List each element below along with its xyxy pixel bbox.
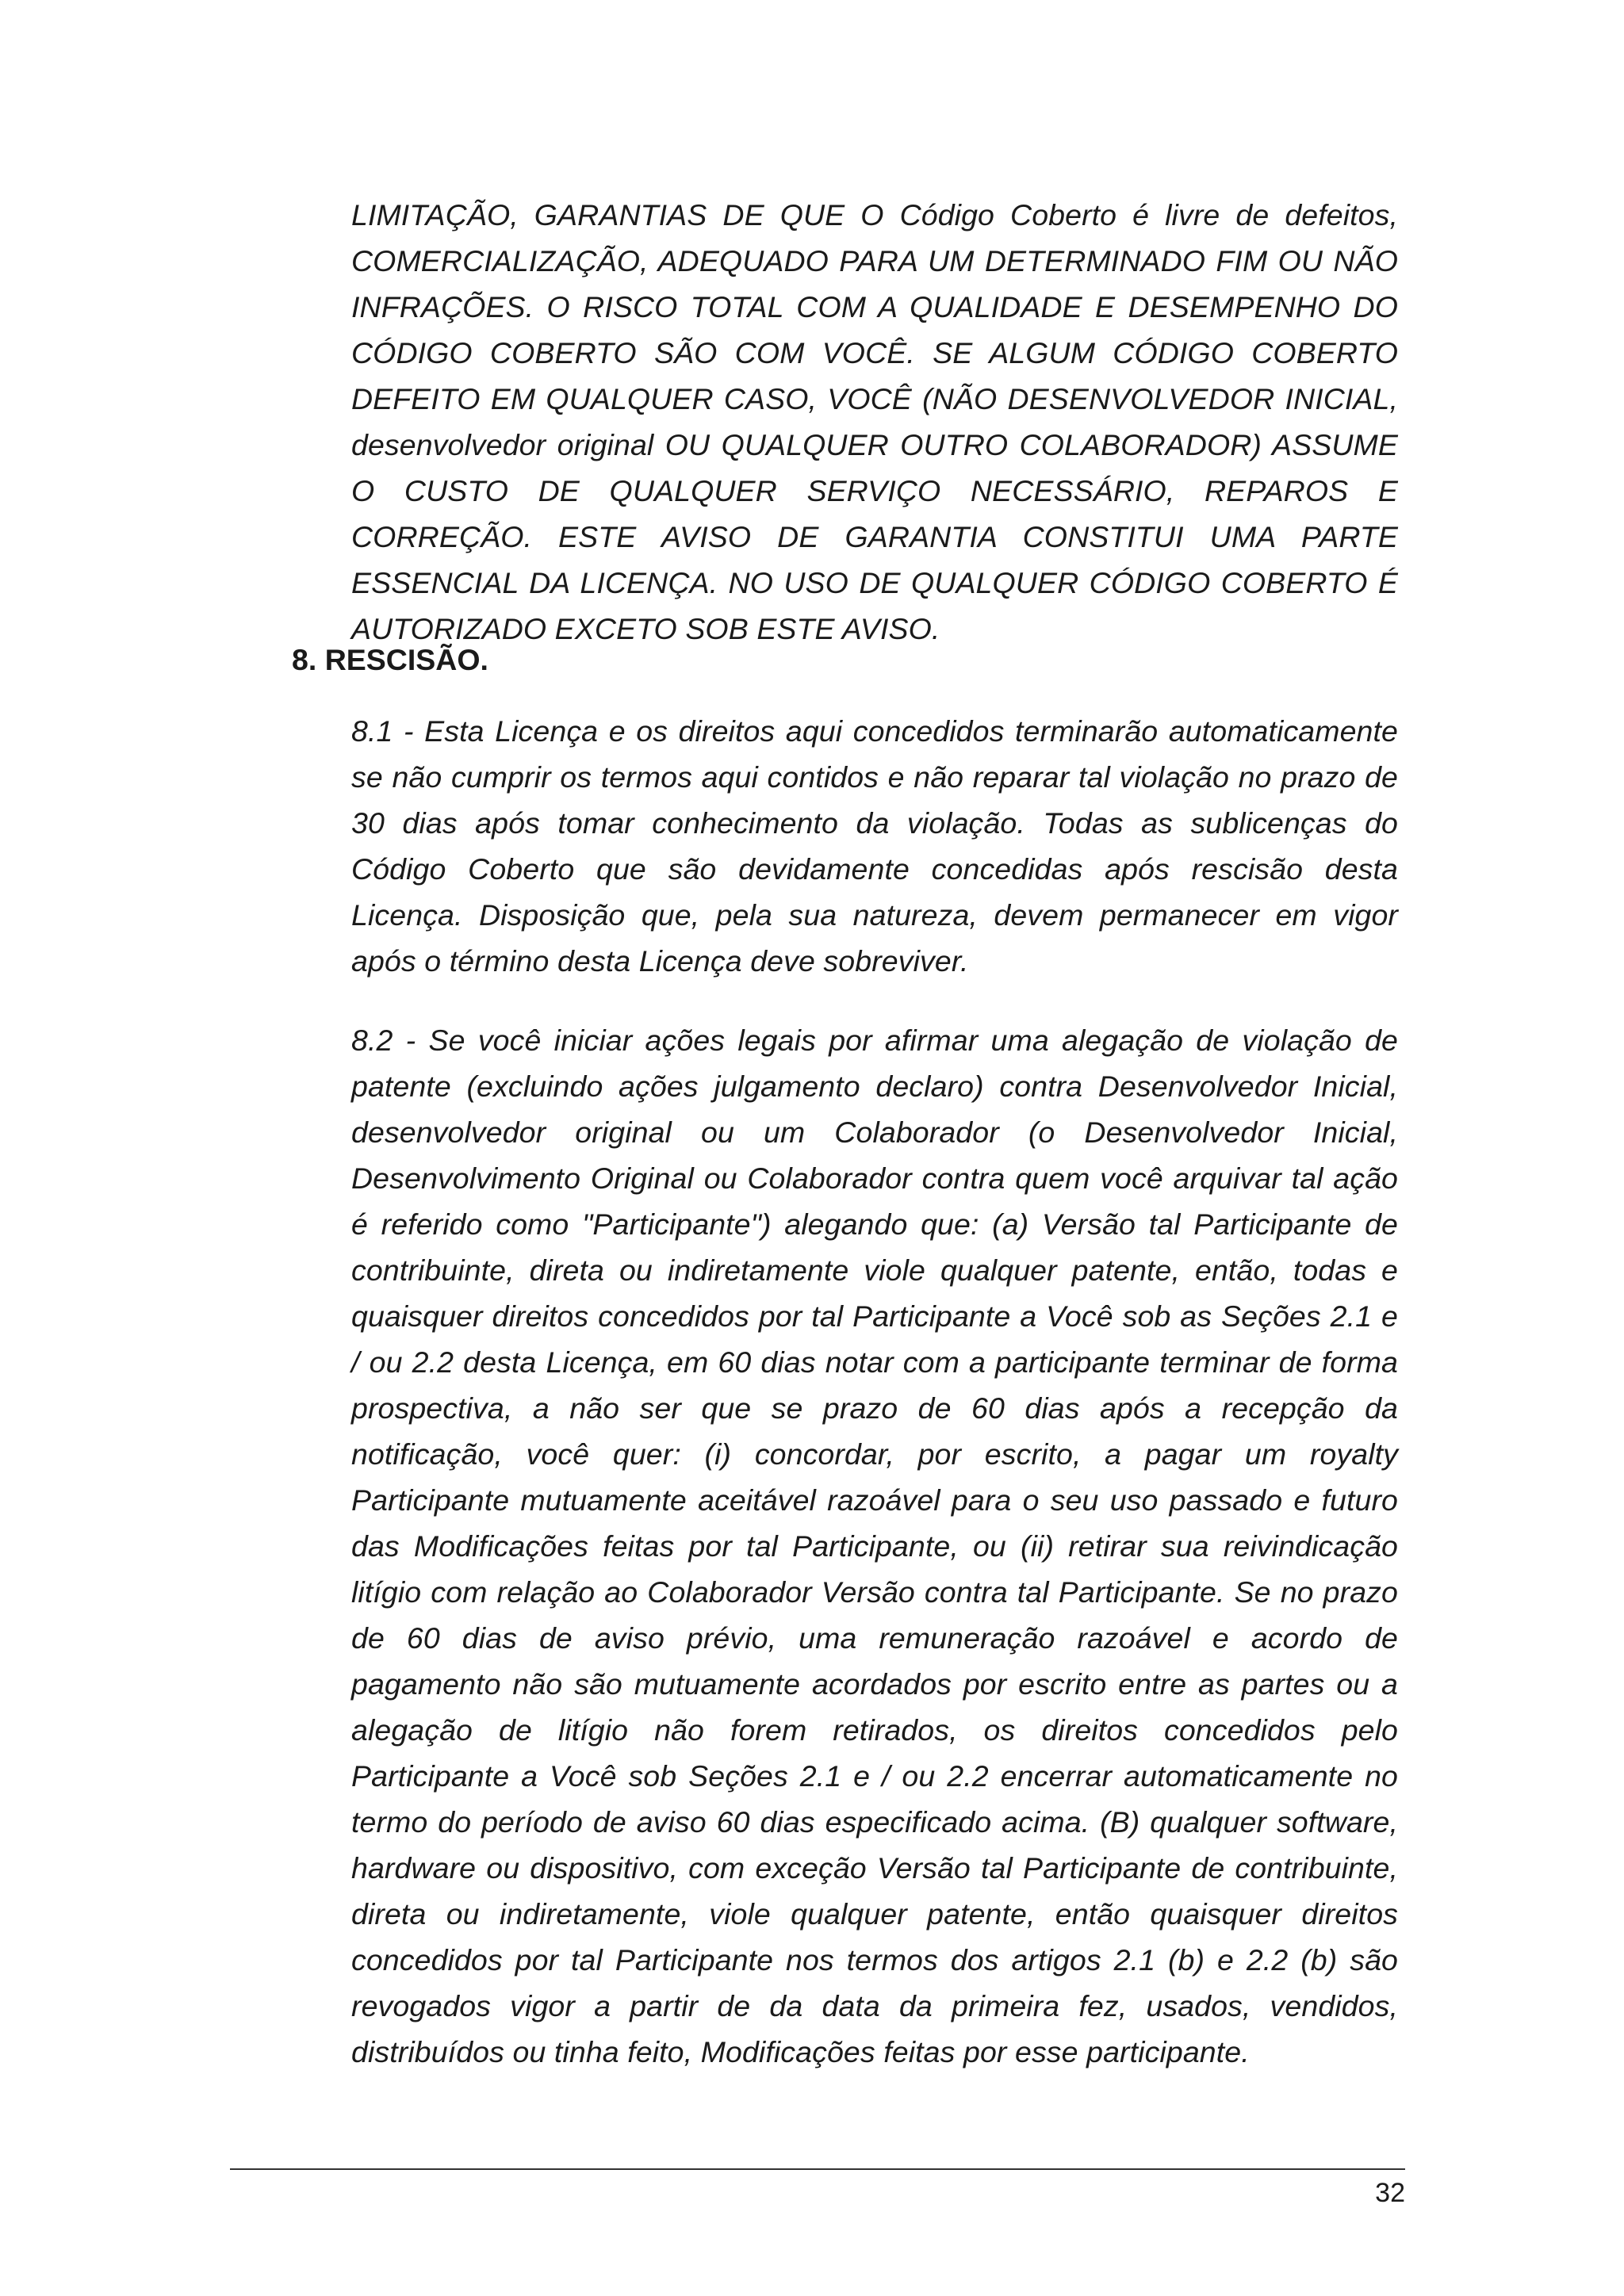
warranty-paragraph: LIMITAÇÃO, GARANTIAS DE QUE O Código Coberto é livre de defeitos, COMERCIALIZAÇÃO, ADEQUADO PARA UM DETERMINADO FIM OU NÃO INFRAÇÕES. O RISCO TOTAL COM A QUALIDADE E DESEMPENHO DO CÓDIGO COBERTO SÃO COM VOCÊ. SE ALGUM CÓDIGO COBERTO DEFEITO EM QUALQUER CASO, VOCÊ (NÃO DESENVOLVEDOR INICIAL, desenvolvedor original OU QUALQUER OUTRO COLABORADOR) ASSUME O CUSTO DE QUALQUER SERVIÇO NECESSÁRIO, REPAROS E CORREÇÃO. ESTE AVISO DE GARANTIA CONSTITUI UMA PARTE ESSENCIAL DA LICENÇA. NO USO DE QUALQUER CÓDIGO COBERTO É AUTORIZADO EXCETO SOB ESTE AVISO. xyxy=(351,198,1398,645)
section-heading-rescisao: 8. RESCISÃO. xyxy=(292,643,488,676)
footer-divider xyxy=(230,2168,1405,2170)
clause-8-2-paragraph: 8.2 - Se você iniciar ações legais por afirmar uma alegação de violação de patente (excluindo ações julgamento declaro) contra Desenvolvedor Inicial, desenvolvedor original ou um Colaborador (o Desenvolvedor Inicial, Desenvolvimento Original ou Colaborador contra quem você arquivar tal ação é referido como "Participante") alegando que: (a) Versão tal Participante de contribuinte, direta ou indiretamente viole qualquer patente, então, todas e quaisquer direitos concedidos por tal Participante a Você sob as Seções 2.1 e / ou 2.2 desta Licença, em 60 dias notar com a participante terminar de forma prospectiva, a não ser que se prazo de 60 dias após a recepção da notificação, você quer: (i) concordar, por escrito, a pagar um royalty Participante mutuamente aceitável razoável para o seu uso passado e futuro das Modificações feitas por tal Participante, ou (ii) retirar sua reivindicação litígio com relação ao Colaborador Versão contra tal Participante. Se no prazo de 60 dias de aviso prévio, uma remuneração razoável e acordo de pagamento não são mutuamente acordados por escrito entre as partes ou a alegação de litígio não forem retirados, os direitos concedidos pelo Participante a Você sob Seções 2.1 e / ou 2.2 encerrar automaticamente no termo do período de aviso 60 dias especificado acima. (B) qualquer software, hardware ou dispositivo, com exceção Versão tal Participante de contribuinte, direta ou indiretamente, viole qualquer patente, então quaisquer direitos concedidos por tal Participante nos termos dos artigos 2.1 (b) e 2.2 (b) são revogados vigor a partir de da data da primeira fez, usados, vendidos, distribuídos ou tinha feito, Modificações feitas por esse participante. xyxy=(351,1024,1398,2068)
page-number: 32 xyxy=(1375,2178,1405,2208)
clause-8-1-paragraph: 8.1 - Esta Licença e os direitos aqui concedidos terminarão automaticamente se não cumprir os termos aqui contidos e não reparar tal violação no prazo de 30 dias após tomar conhecimento da violação. Todas as sublicenças do Código Coberto que são devidamente concedidas após rescisão desta Licença. Disposição que, pela sua natureza, devem permanecer em vigor após o término desta Licença deve sobreviver. xyxy=(351,714,1398,978)
